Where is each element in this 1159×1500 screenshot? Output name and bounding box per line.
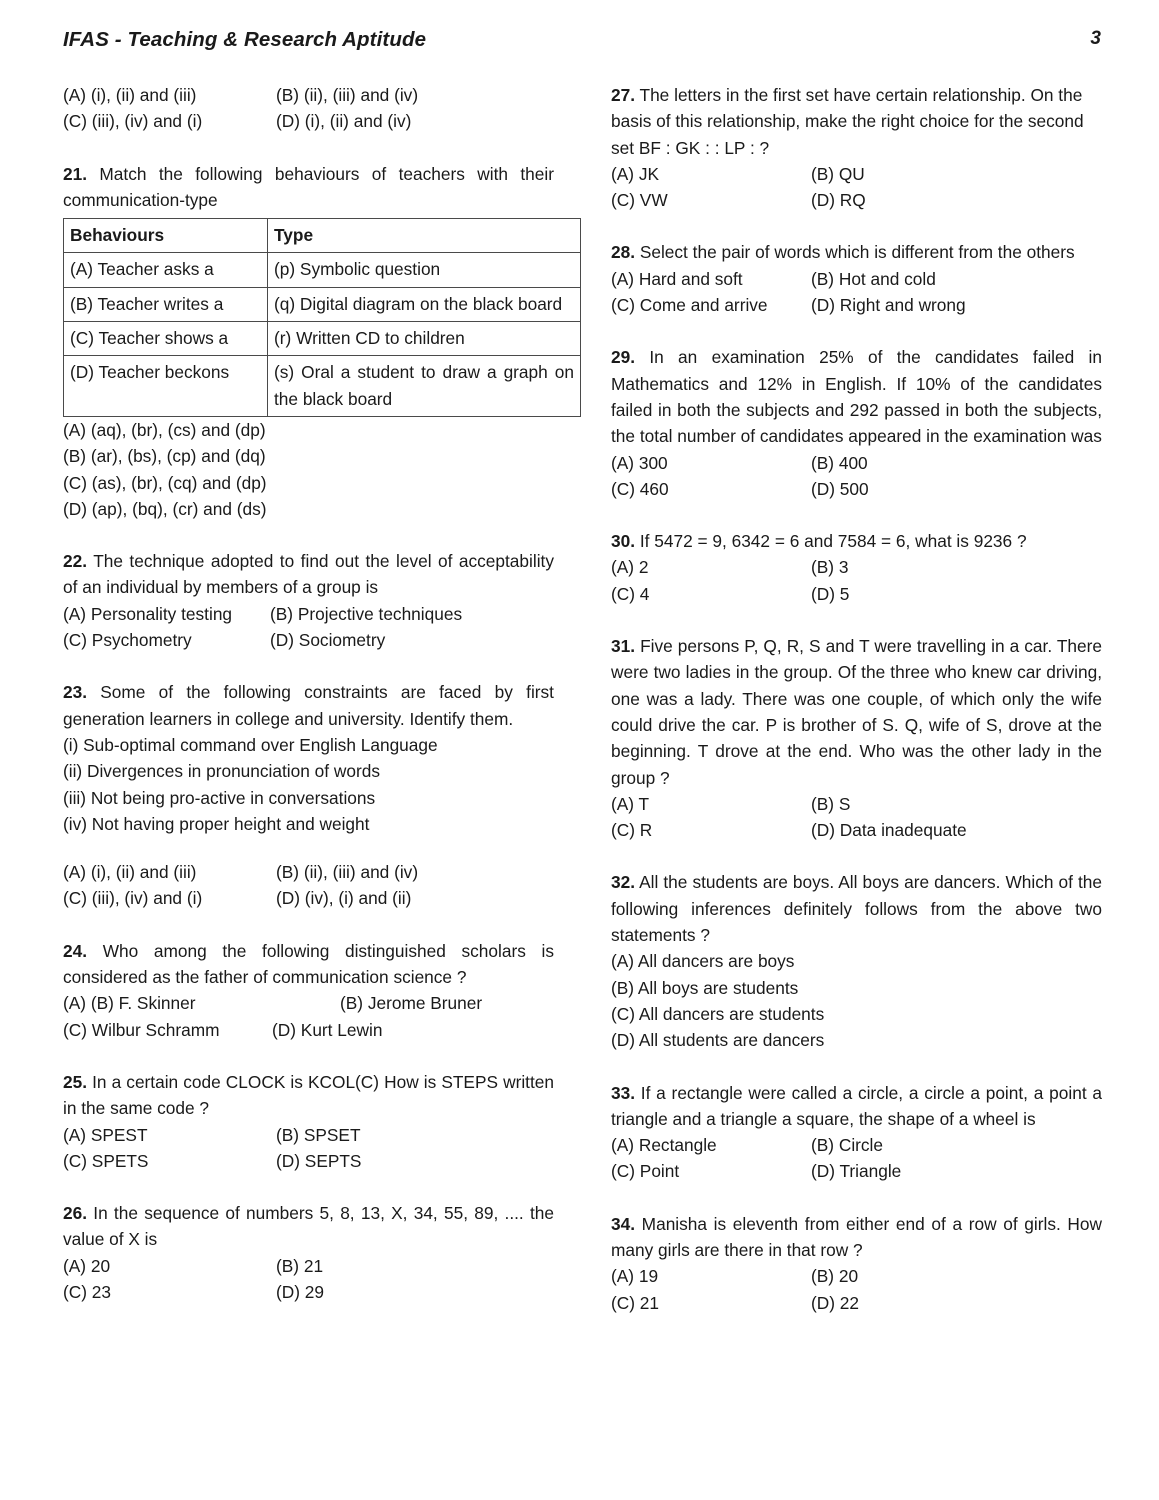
option-row [63, 82, 554, 108]
question-number: 26. [63, 1203, 88, 1224]
question-stem [63, 1200, 554, 1253]
question-stem [611, 1211, 1102, 1264]
option-d[interactable]: (D) 22 [811, 1292, 860, 1313]
option-c[interactable]: (C) Psychometry [63, 630, 192, 651]
option-row [63, 1017, 554, 1043]
question-stem [611, 344, 1102, 449]
spacer [611, 318, 1102, 344]
option-row [611, 476, 1102, 502]
option-a[interactable]: (A) 19 [611, 1266, 659, 1287]
question-32 [611, 869, 1102, 1053]
option-d[interactable]: (D) All students are dancers [611, 1030, 825, 1051]
option-b[interactable]: (B) Hot and cold [811, 268, 936, 289]
left-column [63, 82, 574, 1305]
question-text: Five persons P, Q, R, S and T were travelling in a car. There were two ladies in the group. Of the three who knew car driving, one was a lady. There was one couple, of which only the wife could drive the car. P is brother of S. Q, wife of S, drove at the beginning. T drove at the end. Who was the other lady in the group ? [611, 636, 1102, 788]
statement-iv: (iv) Not having proper height and weight [63, 813, 370, 834]
option-a[interactable]: (A) 20 [63, 1255, 111, 1276]
question-23 [63, 679, 554, 911]
question-30 [611, 528, 1102, 607]
option-row [63, 859, 554, 885]
table-row [64, 356, 581, 417]
option-b[interactable]: (B) QU [811, 163, 865, 184]
option-row [63, 1122, 554, 1148]
question-stem [611, 1080, 1102, 1133]
question-stem [63, 1069, 554, 1122]
question-stem [611, 82, 1102, 161]
question-24 [63, 938, 554, 1043]
spacer [63, 1174, 554, 1200]
option-b[interactable]: (B) SPSET [276, 1124, 361, 1145]
table-header-row [64, 219, 581, 253]
spacer [611, 213, 1102, 239]
option-row [611, 581, 1102, 607]
question-28 [611, 239, 1102, 318]
question-text: Match the following behaviours of teachers with their communication-type [63, 163, 554, 210]
question-stem [611, 528, 1102, 554]
option-a[interactable]: (A) JK [611, 163, 660, 184]
option-row [63, 108, 554, 134]
option-row [611, 1158, 1102, 1184]
spacer [63, 1043, 554, 1069]
question-text: The technique adopted to find out the level of acceptability of an individual by members of a group is [63, 551, 554, 598]
cell-type: (s) Oral a student to draw a graph on the black board [268, 356, 581, 417]
option-b[interactable]: (B) (ii), (iii) and (iv) [276, 862, 419, 883]
table-row [64, 287, 581, 321]
cell-type: (p) Symbolic question [268, 253, 581, 287]
option-row [611, 161, 1102, 187]
spacer [611, 607, 1102, 633]
option-b[interactable]: (B) Circle [811, 1135, 884, 1156]
option-d[interactable]: (D) Sociometry [270, 630, 386, 651]
option-a[interactable]: (A) 2 [611, 557, 649, 578]
question-26 [63, 1200, 554, 1305]
option-a[interactable]: (A) (B) F. Skinner [63, 993, 196, 1014]
option-c[interactable]: (C) (iii), (iv) and (i) [63, 888, 203, 909]
question-stem [611, 239, 1102, 265]
option-a[interactable]: (A) (i), (ii) and (iii) [63, 85, 197, 105]
option-d[interactable]: (D) Kurt Lewin [272, 1019, 383, 1040]
option-d[interactable]: (D) Data inadequate [811, 820, 967, 841]
option-row [611, 791, 1102, 817]
question-text: In an examination 25% of the candidates failed in Mathematics and 12% in English. If 10% of the candidates failed in both the subjects and 292 passed in both the subjects, the total number of candidates appeared in the examination was [611, 347, 1102, 447]
question-stem [611, 633, 1102, 791]
question-stem [63, 938, 554, 991]
question-stem [63, 679, 554, 732]
question-text: If 5472 = 9, 6342 = 6 and 7584 = 6, what is 9236 ? [635, 531, 1027, 552]
option-row [611, 1132, 1102, 1158]
option-row [611, 1290, 1102, 1316]
option-row [63, 990, 554, 1016]
option-a[interactable]: (A) 300 [611, 452, 668, 473]
option-d[interactable]: (D) (i), (ii) and (iv) [276, 111, 412, 132]
question-number: 23. [63, 682, 88, 703]
spacer [63, 522, 554, 548]
option-row [63, 1253, 554, 1279]
cell-behaviour: (D) Teacher beckons [64, 356, 268, 417]
cell-behaviour: (A) Teacher asks a [64, 253, 268, 287]
question-text: In a certain code CLOCK is KCOL(C) How is STEPS written in the same code ? [63, 1071, 554, 1119]
page-header [63, 28, 1101, 58]
cell-type: (r) Written CD to children [268, 322, 581, 356]
option-row [63, 885, 554, 911]
question-number: 32. [611, 872, 636, 893]
question-34 [611, 1211, 1102, 1316]
question-number: 28. [611, 242, 636, 263]
option-b[interactable]: (B) (ii), (iii) and (iv) [276, 85, 419, 105]
spacer [611, 1185, 1102, 1211]
option-c[interactable]: (C) SPETS [63, 1150, 149, 1171]
option-c[interactable]: (C) VW [611, 190, 668, 211]
spacer [611, 502, 1102, 528]
option-row [611, 450, 1102, 476]
option-b[interactable]: (B) 400 [811, 452, 868, 473]
question-number: 31. [611, 636, 636, 657]
option-row [611, 817, 1102, 843]
option-row [611, 266, 1102, 292]
option-c[interactable]: (C) 4 [611, 583, 650, 604]
question-22 [63, 548, 554, 653]
option-row [611, 1263, 1102, 1289]
question-number: 30. [611, 531, 636, 552]
option-a[interactable]: (A) SPEST [63, 1124, 148, 1145]
cell-type: (q) Digital diagram on the black board [268, 287, 581, 321]
option-b[interactable]: (B) 20 [811, 1266, 859, 1287]
option-d[interactable]: (D) SEPTS [276, 1150, 362, 1171]
option-d[interactable]: (D) (iv), (i) and (ii) [276, 888, 412, 909]
option-row [63, 1279, 554, 1305]
option-d[interactable]: (D) RQ [811, 190, 866, 211]
page-title: IFAS - Teaching & Research Aptitude [63, 28, 427, 51]
right-column [611, 82, 1102, 1316]
spacer [63, 912, 554, 938]
option-d[interactable]: (D) Right and wrong [811, 295, 966, 316]
question-text: All the students are boys. All boys are dancers. Which of the following inferences definitely follows from the above two statements ? [611, 872, 1102, 946]
question-number: 27. [611, 85, 636, 105]
option-c[interactable]: (C) (iii), (iv) and (i) [63, 111, 203, 132]
option-c[interactable]: (C) 460 [611, 478, 669, 499]
option-d[interactable]: (D) 29 [276, 1281, 325, 1302]
question-number: 33. [611, 1082, 636, 1103]
statement-iii: (iii) Not being pro-active in conversations [63, 787, 376, 808]
cell-behaviour: (C) Teacher shows a [64, 322, 268, 356]
question-number: 22. [63, 551, 88, 572]
option-c[interactable]: (C) (as), (br), (cq) and (dp) [63, 472, 267, 493]
question-number: 29. [611, 347, 636, 368]
spacer [63, 837, 554, 859]
spacer [611, 1054, 1102, 1080]
option-c[interactable]: (C) Point [611, 1161, 680, 1182]
option-b[interactable]: (B) Projective techniques [270, 603, 463, 624]
question-number: 34. [611, 1213, 636, 1234]
option-row [63, 627, 554, 653]
spacer [611, 843, 1102, 869]
question-29 [611, 344, 1102, 502]
question-stem [63, 161, 554, 214]
match-the-following-table [63, 218, 581, 417]
option-b[interactable]: (B) All boys are students [611, 977, 799, 998]
option-c[interactable]: (C) 21 [611, 1292, 660, 1313]
option-b[interactable]: (B) 21 [276, 1255, 324, 1276]
option-a[interactable]: (A) Personality testing [63, 603, 233, 624]
option-row [611, 292, 1102, 318]
column-header-type: Type [268, 219, 581, 253]
table-row [64, 253, 581, 287]
question-25 [63, 1069, 554, 1174]
page-number: 3 [1090, 28, 1101, 49]
option-c[interactable]: (C) All dancers are students [611, 1003, 825, 1024]
question-stem [611, 869, 1102, 948]
option-a[interactable]: (A) Rectangle [611, 1135, 717, 1156]
question-text: Who among the following distinguished scholars is considered as the father of communication science ? [63, 940, 554, 988]
column-header-behaviours: Behaviours [64, 219, 268, 253]
question-text: Select the pair of words which is different from the others [635, 242, 1075, 263]
option-a[interactable]: (A) Hard and soft [611, 268, 743, 289]
option-row [611, 554, 1102, 580]
option-a[interactable]: (A) All dancers are boys [611, 951, 795, 972]
option-c[interactable]: (C) Wilbur Schramm [63, 1019, 220, 1040]
option-a[interactable]: (A) T [611, 793, 650, 814]
spacer [63, 135, 554, 161]
question-20-options [63, 82, 554, 135]
option-d[interactable]: (D) 500 [811, 478, 869, 499]
option-d[interactable]: (D) Triangle [811, 1161, 902, 1182]
option-d[interactable]: (D) 5 [811, 583, 850, 604]
cell-behaviour: (B) Teacher writes a [64, 287, 268, 321]
option-b[interactable]: (B) (ar), (bs), (cp) and (dq) [63, 446, 266, 467]
question-text: If a rectangle were called a circle, a circle a point, a point a triangle and a triangle a square, the shape of a wheel is [611, 1082, 1102, 1129]
question-27 [611, 82, 1102, 213]
option-a[interactable]: (A) (i), (ii) and (iii) [63, 862, 197, 883]
option-b[interactable]: (B) 3 [811, 557, 849, 578]
option-row [63, 1148, 554, 1174]
question-21 [63, 161, 574, 523]
statement-ii: (ii) Divergences in pronunciation of words [63, 761, 380, 782]
question-text: Manisha is eleventh from either end of a row of girls. How many girls are there in that row ? [611, 1213, 1102, 1260]
question-stem [63, 548, 554, 601]
option-c[interactable]: (C) R [611, 820, 653, 841]
option-row [611, 187, 1102, 213]
question-number: 25. [63, 1071, 88, 1092]
question-number: 21. [63, 163, 88, 184]
option-c[interactable]: (C) 23 [63, 1281, 112, 1302]
spacer [63, 653, 554, 679]
option-row [63, 601, 554, 627]
question-31 [611, 633, 1102, 843]
question-number: 24. [63, 940, 88, 961]
question-text: The letters in the first set have certain relationship. On the basis of this relationship, make the right choice for the second set BF : GK : : LP : ? [611, 85, 1084, 158]
question-text: In the sequence of numbers 5, 8, 13, X, 34, 55, 89, .... the value of X is [63, 1203, 554, 1250]
option-c[interactable]: (C) Come and arrive [611, 295, 768, 316]
question-33 [611, 1080, 1102, 1185]
option-d[interactable]: (D) (ap), (bq), (cr) and (ds) [63, 498, 267, 519]
table-row [64, 322, 581, 356]
option-b[interactable]: (B) S [811, 793, 851, 814]
option-b[interactable]: (B) Jerome Bruner [340, 993, 483, 1014]
question-text: Some of the following constraints are faced by first generation learners in college and university. Identify them. [63, 682, 554, 729]
statement-i: (i) Sub-optimal command over English Language [63, 734, 438, 755]
option-a[interactable]: (A) (aq), (br), (cs) and (dp) [63, 419, 266, 440]
